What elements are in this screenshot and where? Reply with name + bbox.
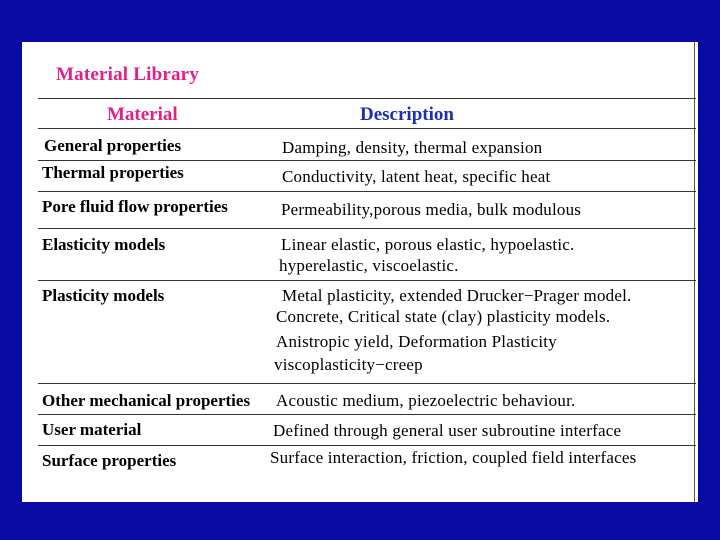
description-column-header: Description [360,104,454,125]
row-desc-plasticity-1: Metal plasticity, extended Drucker−Prager model. [282,286,632,305]
row-desc-plasticity-4: viscoplasticity−creep [274,355,423,374]
row-rule [38,383,696,384]
row-desc-pore-fluid: Permeability,porous media, bulk modulous [281,200,582,219]
right-border [694,42,695,502]
row-rule [38,414,696,415]
row-desc-elasticity-1: Linear elastic, porous elastic, hypoelastic. [281,235,575,254]
row-name-surface: Surface properties [42,451,177,470]
row-desc-plasticity-2: Concrete, Critical state (clay) plasticity models. [276,307,611,326]
row-name-elasticity: Elasticity models [42,235,166,254]
row-rule [38,160,696,161]
row-rule [38,228,696,229]
row-rule [38,191,696,192]
page-title: Material Library [56,64,200,85]
row-desc-elasticity-2: hyperelastic, viscoelastic. [279,256,459,275]
row-name-user-material: User material [42,420,142,439]
row-rule [38,280,696,281]
row-name-pore-fluid: Pore fluid flow properties [42,197,228,216]
row-desc-surface: Surface interaction, friction, coupled field interfaces [270,448,637,467]
row-desc-thermal: Conductivity, latent heat, specific heat [282,167,551,186]
row-desc-general: Damping, density, thermal expansion [282,138,543,157]
material-column-header: Material [107,104,178,125]
row-name-other-mechanical: Other mechanical properties [42,391,251,410]
row-name-thermal: Thermal properties [42,163,184,182]
row-desc-user-material: Defined through general user subroutine interface [273,421,622,440]
row-rule [38,445,696,446]
row-name-general: General properties [44,136,182,155]
row-desc-other-mechanical: Acoustic medium, piezoelectric behaviour. [276,391,576,410]
row-desc-plasticity-3: Anistropic yield, Deformation Plasticity [276,332,557,351]
header-top-rule [38,98,696,99]
row-name-plasticity: Plasticity models [42,286,165,305]
header-bottom-rule [38,128,696,129]
